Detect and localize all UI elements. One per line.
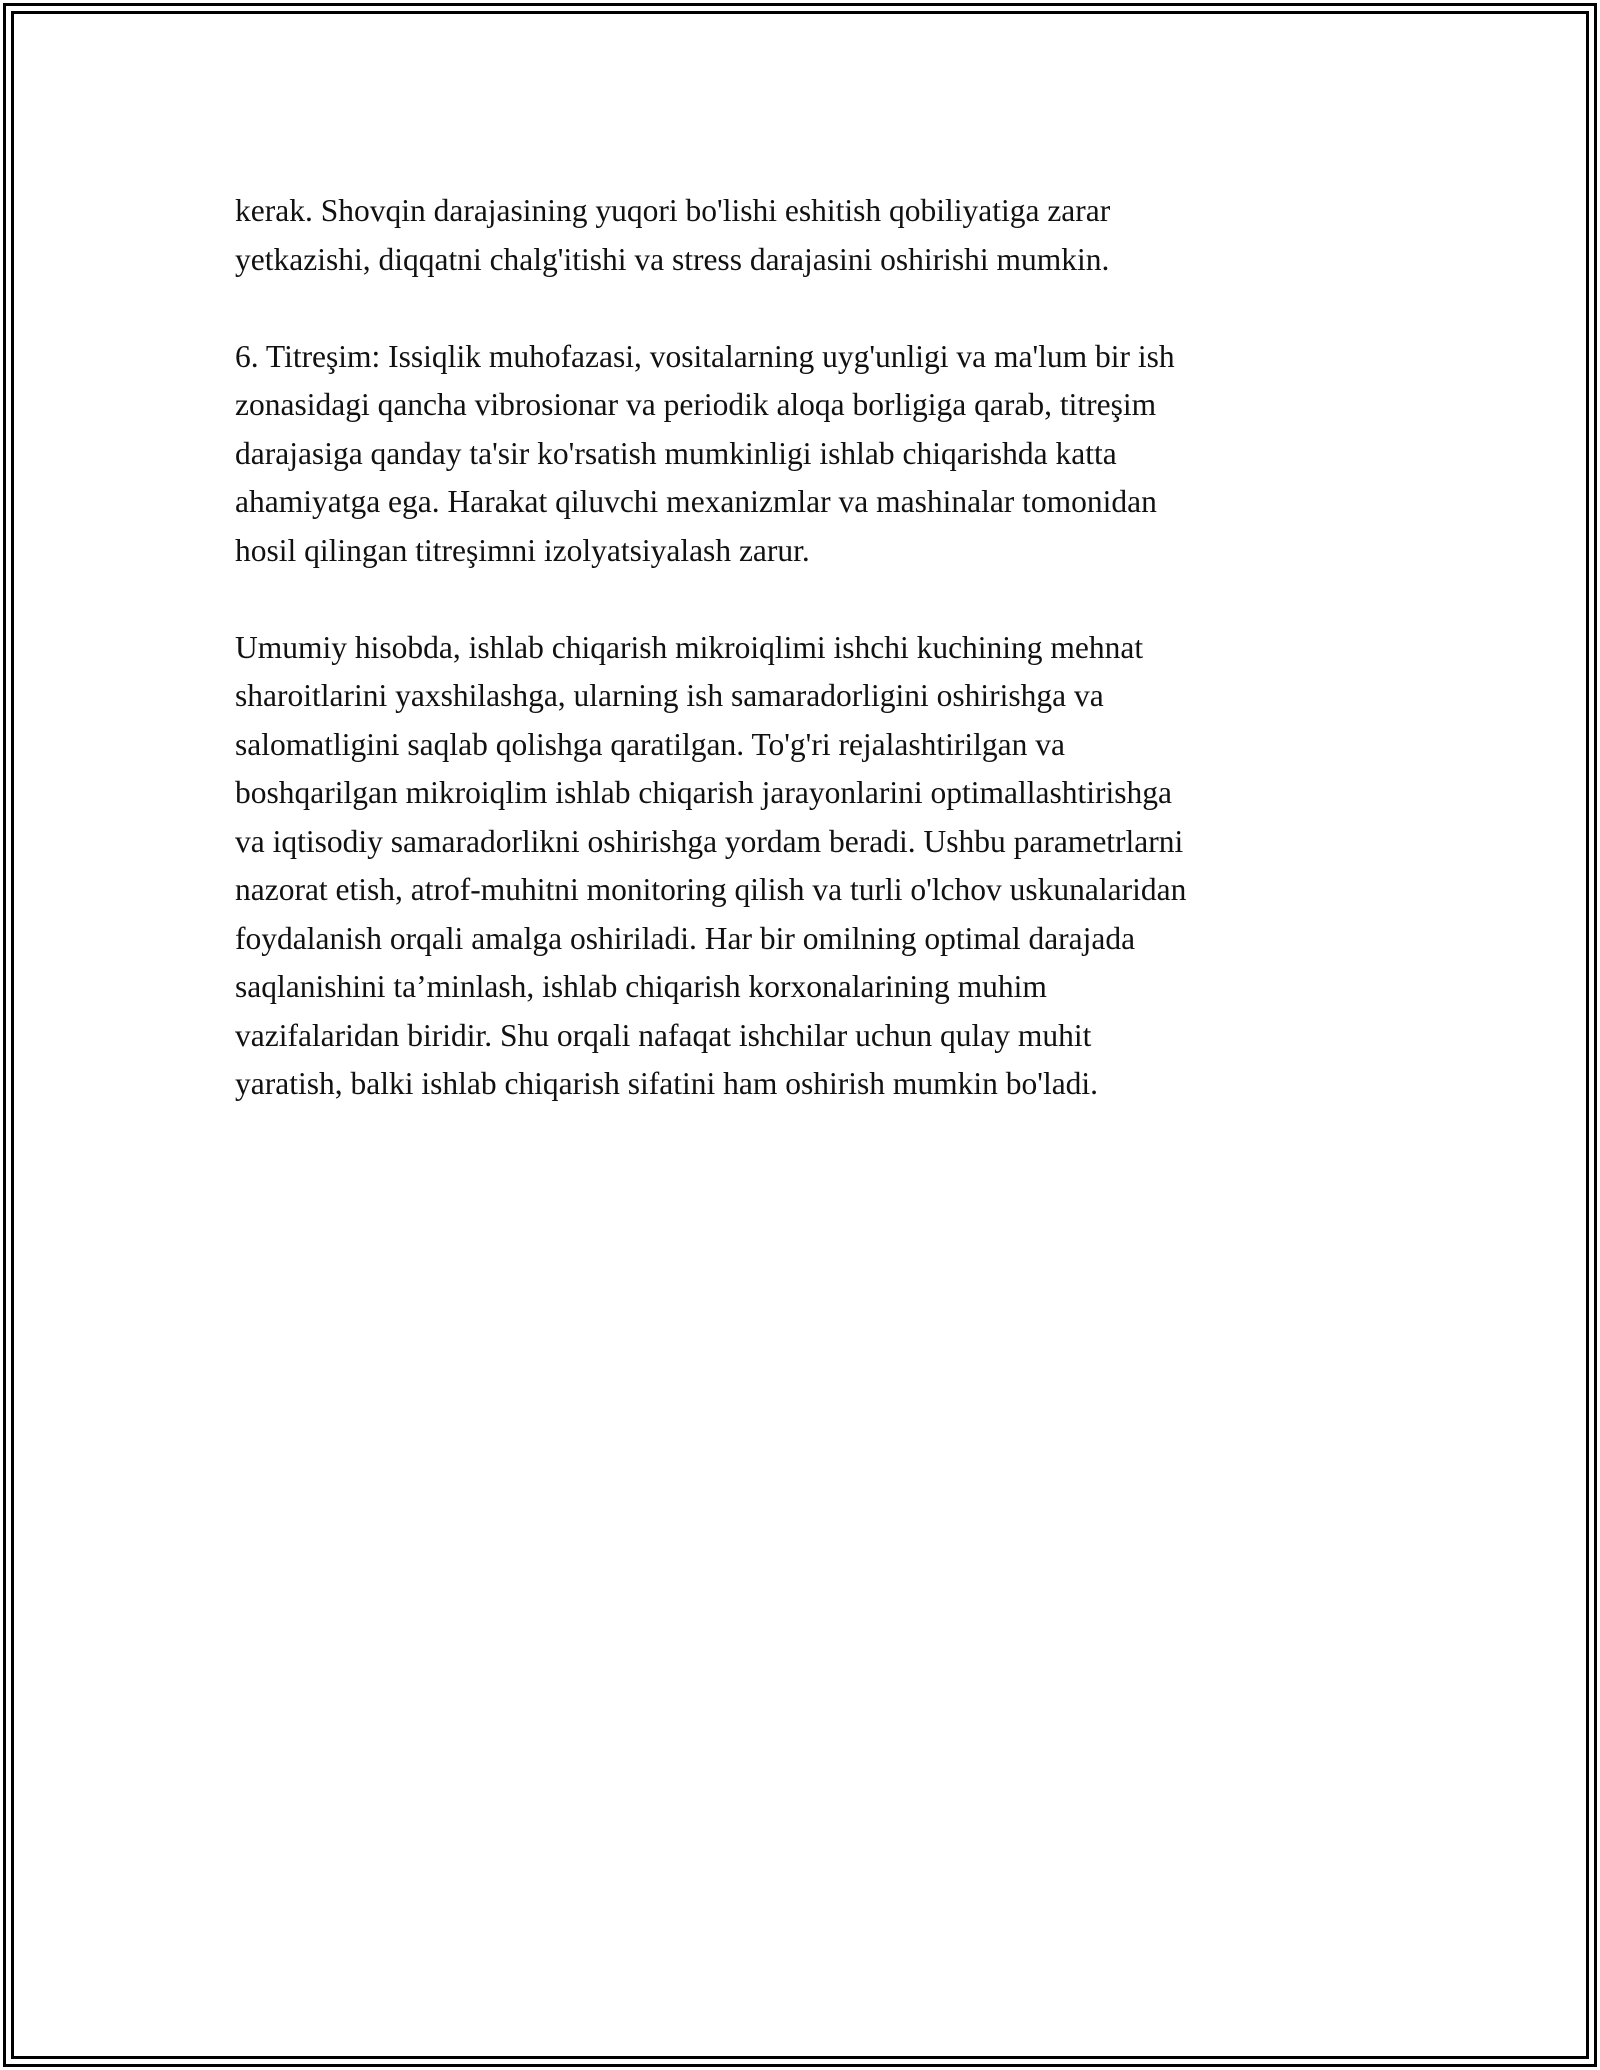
text-line: yaratish, balki ishlab chiqarish sifatini ham oshirish mumkin bo'ladi.: [235, 1066, 1099, 1101]
text-line: 6. Titreşim: Issiqlik muhofazasi, vositalarning uyg'unligi va ma'lum bir ish: [235, 338, 1175, 374]
text-line: Umumiy hisobda, ishlab chiqarish mikroiqlimi ishchi kuchining mehnat: [235, 629, 1144, 665]
text-line: foydalanish orqali amalga oshiriladi. Har bir omilning optimal darajada: [235, 920, 1136, 956]
text-line: va iqtisodiy samaradorlikni oshirishga yordam beradi. Ushbu parametrlarni: [235, 823, 1184, 859]
text-line: ahamiyatga ega. Harakat qiluvchi mexanizmlar va mashinalar tomonidan: [235, 484, 1157, 519]
text-line: yetkazishi, diqqatni chalg'itishi va stress darajasini oshirishi mumkin.: [235, 241, 1110, 277]
paragraph-summary: [235, 624, 1365, 1109]
text-line: hosil qilingan titreşimni izolyatsiyalash zarur.: [235, 532, 810, 568]
text-line: vazifalaridan biridir. Shu orqali nafaqat ishchilar uchun qulay muhit: [235, 1017, 1092, 1053]
document-body: [235, 187, 1365, 1157]
text-line: kerak. Shovqin darajasining yuqori bo'lishi eshitish qobiliyatiga zarar: [235, 193, 1111, 228]
text-line: sharoitlarini yaxshilashga, ularning ish samaradorligini oshirishga va: [235, 678, 1104, 713]
text-line: nazorat etish, atrof-muhitni monitoring qilish va turli o'lchov uskunalaridan: [235, 872, 1187, 907]
text-line: zonasidagi qancha vibrosionar va periodik aloqa borligiga qarab, titreşim: [235, 387, 1157, 422]
paragraph-noise-conclusion: [235, 187, 1365, 284]
text-line: salomatligini saqlab qolishga qaratilgan. To'g'ri rejalashtirilgan va: [235, 726, 1065, 762]
text-line: saqlanishini ta’minlash, ishlab chiqarish korxonalarining muhim: [235, 969, 1047, 1004]
text-line: darajasiga qanday ta'sir ko'rsatish mumkinligi ishlab chiqarishda katta: [235, 435, 1117, 471]
text-line: boshqarilgan mikroiqlim ishlab chiqarish jarayonlarini optimallashtirishga: [235, 775, 1172, 810]
paragraph-vibration: [235, 333, 1365, 576]
